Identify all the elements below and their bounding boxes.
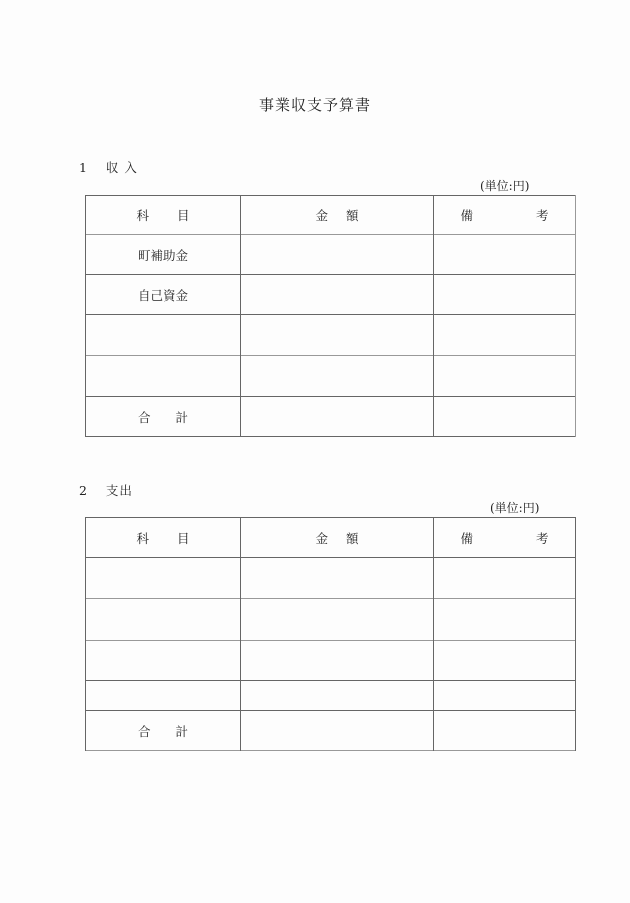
expense-heading-number: 2 — [79, 483, 88, 498]
income-row-amount[interactable] — [241, 315, 433, 355]
income-unit-label: (単位:円) — [480, 179, 530, 193]
income-heading — [79, 158, 138, 176]
document-title: 事業収支予算書 — [258, 96, 371, 114]
expense-row-item[interactable] — [86, 641, 240, 680]
header-char: 額 — [345, 530, 359, 546]
income-row-note[interactable] — [434, 356, 575, 396]
header-char: 備 — [460, 208, 474, 223]
income-row-amount[interactable] — [241, 356, 433, 396]
expense-row-note[interactable] — [434, 681, 575, 710]
expense-row-amount[interactable] — [241, 599, 433, 640]
expense-row-amount[interactable] — [241, 558, 433, 598]
expense-total-note[interactable] — [434, 711, 575, 750]
expense-row-item[interactable] — [86, 681, 240, 710]
total-char: 合 — [138, 409, 151, 425]
header-char: 科 — [136, 530, 150, 546]
income-header-item — [86, 196, 240, 234]
income-row-note[interactable] — [434, 315, 575, 355]
header-char: 備 — [460, 530, 474, 546]
expense-heading — [79, 481, 133, 499]
income-row-item[interactable]: 自己資金 — [137, 287, 188, 303]
total-char: 計 — [175, 409, 188, 425]
expense-row-item[interactable] — [86, 558, 240, 598]
expense-row-amount[interactable] — [241, 641, 433, 680]
header-char: 額 — [345, 208, 359, 223]
expense-row-item[interactable] — [86, 599, 240, 640]
total-char: 合 — [138, 723, 151, 739]
header-char: 金 — [315, 208, 329, 223]
total-char: 計 — [175, 723, 188, 739]
header-char: 考 — [535, 530, 549, 546]
income-total-amount[interactable] — [241, 397, 433, 436]
expense-row-note[interactable] — [434, 558, 575, 598]
income-row-item[interactable] — [86, 356, 240, 396]
income-header-note — [434, 196, 575, 234]
header-char: 金 — [315, 530, 329, 546]
income-row-item[interactable] — [86, 315, 240, 355]
expense-total-label — [86, 711, 240, 750]
header-char: 科 — [136, 208, 150, 223]
income-row-amount[interactable] — [241, 275, 433, 314]
expense-row-note[interactable] — [434, 641, 575, 680]
expense-row-amount[interactable] — [241, 681, 433, 710]
income-row-note[interactable] — [434, 275, 575, 314]
expense-header-note — [434, 518, 575, 557]
income-heading-label: 収 入 — [105, 160, 138, 175]
header-char: 目 — [176, 530, 190, 546]
income-total-note[interactable] — [434, 397, 575, 436]
expense-total-amount[interactable] — [241, 711, 433, 750]
income-total-label — [86, 397, 240, 436]
income-header-amount — [241, 196, 433, 234]
expense-row-note[interactable] — [434, 599, 575, 640]
header-char: 考 — [535, 208, 549, 223]
income-row-note[interactable] — [434, 235, 575, 274]
header-char: 目 — [176, 208, 190, 223]
expense-header-amount — [241, 518, 433, 557]
expense-header-item — [86, 518, 240, 557]
income-row-amount[interactable] — [241, 235, 433, 274]
income-row-item[interactable]: 町補助金 — [137, 247, 188, 263]
expense-heading-label: 支出 — [105, 483, 133, 498]
expense-unit-label: (単位:円) — [490, 501, 540, 515]
income-heading-number: 1 — [79, 160, 88, 175]
